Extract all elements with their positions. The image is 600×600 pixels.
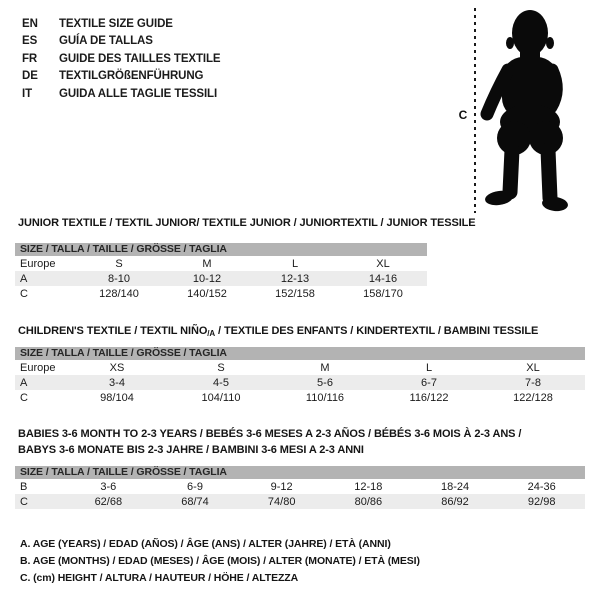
babies-title-line2: BABYS 3-6 MONATE BIS 2-3 JAHRE / BAMBINI 3-6 MESI A 2-3 ANNI: [18, 443, 364, 456]
babies-section-title: [18, 427, 521, 458]
table-row: [15, 256, 427, 271]
table-cell: M: [320, 361, 330, 374]
table-cell: L: [291, 257, 299, 270]
legend-row-es: [22, 33, 221, 51]
table-row: [15, 390, 585, 405]
children-section-title: [18, 324, 538, 342]
baby-silhouette: [455, 2, 600, 215]
table-cell: 12-13: [280, 272, 310, 285]
lang-text: TEXTILGRÖßENFÜHRUNG: [59, 70, 204, 83]
row-label: C: [20, 495, 28, 508]
table-cell: 10-12: [192, 272, 222, 285]
lang-code: EN: [22, 17, 38, 30]
row-label: C: [20, 391, 28, 404]
table-header: SIZE / TALLA / TAILLE / GRÖSSE / TAGLIA: [15, 243, 427, 256]
row-label: Europe: [20, 361, 56, 374]
table-cell: 140/152: [187, 287, 227, 300]
table-cell: 158/170: [363, 287, 403, 300]
table-cell: 104/110: [201, 391, 241, 404]
table-cell: M: [202, 257, 212, 270]
table-cell: 74/80: [267, 495, 296, 508]
row-label: B: [20, 480, 28, 493]
legend-line-a: A. AGE (YEARS) / EDAD (AÑOS) / ÂGE (ANS) / ALTER (JAHRE) / ETÀ (ANNI): [20, 538, 391, 550]
row-label: A: [20, 272, 28, 285]
table-cell: 14-16: [368, 272, 398, 285]
babies-title-line1: BABIES 3-6 MONTH TO 2-3 YEARS / BEBÉS 3-6 MESES A 2-3 AÑOS / BÉBÉS 3-6 MOIS À 2-3 ANS /: [18, 428, 522, 440]
lang-code: ES: [22, 35, 38, 48]
table-cell: 86/92: [441, 495, 469, 508]
table-cell: 80/86: [354, 495, 383, 508]
table-row: [15, 479, 585, 494]
lang-text: GUÍA DE TALLAS: [59, 35, 153, 48]
table-cell: 7-8: [525, 376, 541, 389]
table-header: SIZE / TALLA / TAILLE / GRÖSSE / TAGLIA: [15, 347, 585, 360]
children-size-table: [15, 347, 585, 405]
table-cell: 6-7: [421, 376, 437, 389]
table-cell: 128/140: [99, 287, 139, 300]
table-cell: 3-4: [109, 376, 125, 389]
language-legend: [22, 15, 221, 103]
table-cell: XL: [526, 361, 540, 374]
children-title-prefix: CHILDREN'S TEXTILE / TEXTIL NIÑO: [18, 325, 208, 337]
junior-size-table: [15, 243, 427, 301]
legend-row-it: [22, 85, 221, 103]
row-label: A: [20, 376, 28, 389]
legend-row-fr: [22, 50, 221, 68]
table-cell: S: [217, 361, 225, 374]
table-cell: XL: [376, 257, 390, 270]
lang-text: GUIDA ALLE TAGLIE TESSILI: [59, 87, 218, 100]
table-cell: 12-18: [354, 480, 383, 493]
table-row: [15, 360, 585, 375]
height-label-c: C: [458, 108, 468, 122]
junior-section-title: JUNIOR TEXTILE / TEXTIL JUNIOR/ TEXTILE JUNIOR / JUNIORTEXTIL / JUNIOR TESSILE: [18, 217, 476, 229]
table-cell: 3-6: [100, 480, 117, 493]
lang-text: TEXTILE SIZE GUIDE: [59, 17, 173, 30]
table-cell: 5-6: [317, 376, 333, 389]
legend-line-b: B. AGE (MONTHS) / EDAD (MESES) / ÂGE (MOIS) / ALTER (MONATE) / ETÀ (MESI): [20, 555, 420, 567]
measurement-legend: [20, 536, 420, 587]
table-cell: 152/158: [275, 287, 315, 300]
table-cell: L: [425, 361, 433, 374]
table-cell: S: [115, 257, 123, 270]
children-title-sub: /A: [207, 329, 216, 338]
lang-code: IT: [22, 87, 33, 100]
table-cell: 62/68: [94, 495, 123, 508]
table-row: [15, 286, 427, 301]
table-cell: 6-9: [187, 480, 203, 493]
table-header: SIZE / TALLA / TAILLE / GRÖSSE / TAGLIA: [15, 466, 585, 479]
lang-code: FR: [22, 52, 38, 65]
table-row: [15, 494, 585, 509]
row-label: C: [20, 287, 28, 300]
table-cell: 116/122: [409, 391, 449, 404]
table-cell: 98/104: [100, 391, 134, 404]
table-cell: 122/128: [513, 391, 553, 404]
table-cell: 110/116: [305, 391, 345, 404]
table-cell: 68/74: [181, 495, 209, 508]
babies-size-table: [15, 466, 585, 509]
legend-row-en: [22, 15, 221, 33]
table-cell: 9-12: [270, 480, 293, 493]
table-cell: 18-24: [440, 480, 470, 493]
children-title-suffix: / TEXTILE DES ENFANTS / KINDERTEXTIL / BAMBINI TESSILE: [215, 325, 539, 337]
baby-figure: [455, 2, 600, 215]
row-label: Europe: [20, 257, 56, 270]
table-cell: 92/98: [527, 495, 556, 508]
table-cell: 4-5: [213, 376, 229, 389]
lang-text: GUIDE DES TAILLES TEXTILE: [59, 52, 221, 65]
table-cell: 8-10: [107, 272, 131, 285]
table-row: [15, 271, 427, 286]
legend-row-de: [22, 68, 221, 86]
table-cell: XS: [109, 361, 125, 374]
table-cell: 24-36: [527, 480, 556, 493]
table-row: [15, 375, 585, 390]
lang-code: DE: [22, 70, 38, 83]
legend-line-c: C. (cm) HEIGHT / ALTURA / HAUTEUR / HÖHE / ALTEZZA: [20, 572, 299, 584]
